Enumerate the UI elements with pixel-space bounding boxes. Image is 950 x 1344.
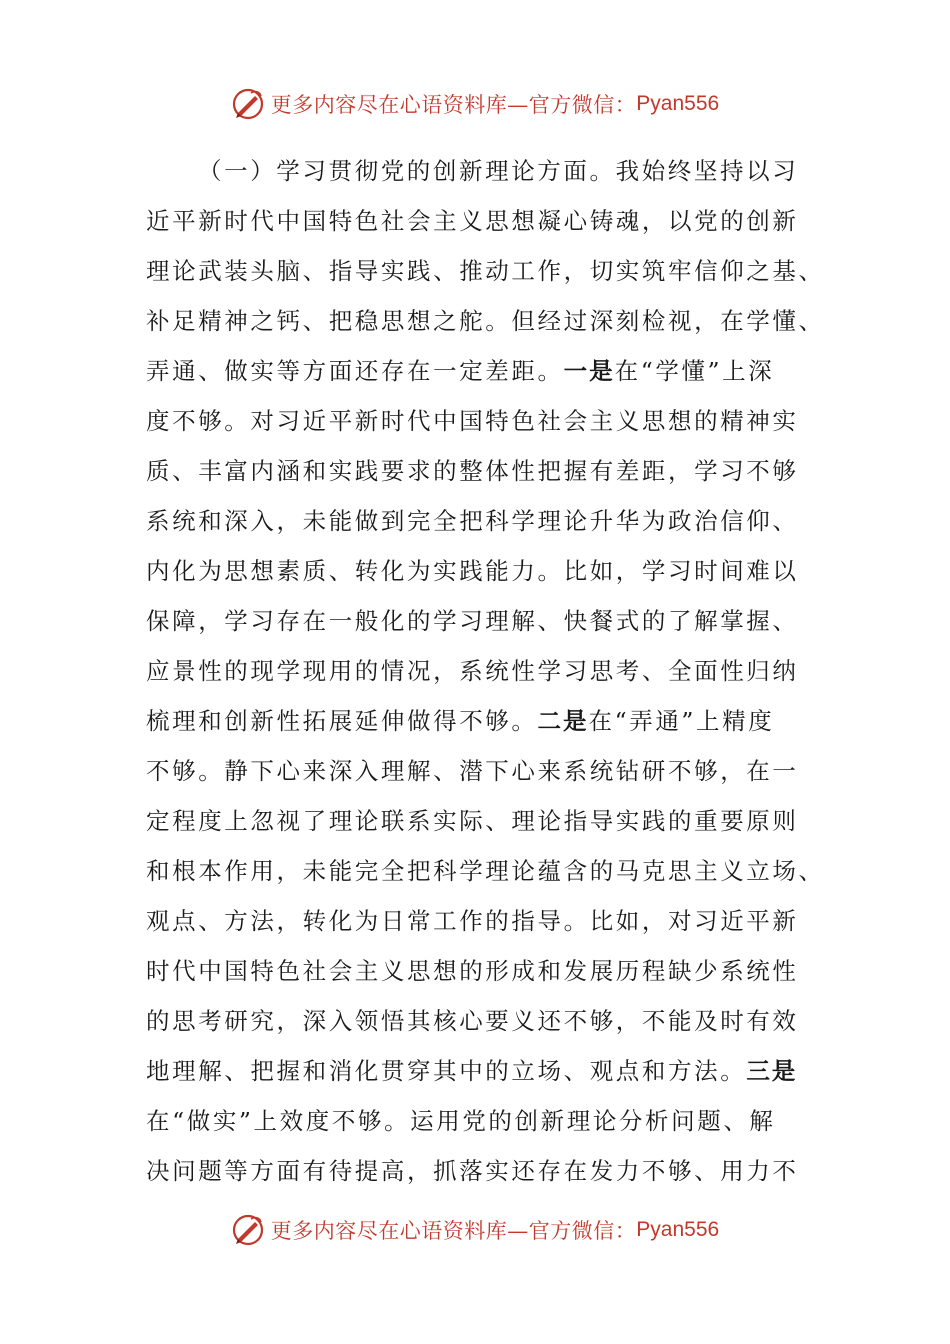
text-line: 质、丰富内涵和实践要求的整体性把握有差距，学习不够 bbox=[146, 457, 799, 485]
watermark-header bbox=[0, 84, 950, 124]
text-line: 梳理和创新性拓展延伸做得不够。二是在“弄通”上精度 bbox=[146, 707, 775, 735]
pen-logo-icon bbox=[231, 1213, 265, 1247]
document-body bbox=[146, 146, 825, 1196]
watermark-text: 更多内容尽在心语资料库—官方微信： bbox=[270, 93, 637, 117]
text-line: 地理解、把握和消化贯穿其中的立场、观点和方法。三是 bbox=[146, 1057, 798, 1085]
text-line: 的思考研究，深入领悟其核心要义还不够，不能及时有效 bbox=[146, 1007, 799, 1035]
text-line: 应景性的现学现用的情况，系统性学习思考、全面性归纳 bbox=[146, 657, 799, 685]
text-line: 时代中国特色社会主义思想的形成和发展历程缺少系统性 bbox=[146, 957, 799, 985]
text-line: 定程度上忽视了理论联系实际、理论指导实践的重要原则 bbox=[146, 807, 799, 835]
text-line: 系统和深入，未能做到完全把科学理论升华为政治信仰、 bbox=[146, 507, 799, 535]
text-line: 近平新时代中国特色社会主义思想凝心铸魂，以党的创新 bbox=[146, 207, 799, 235]
text-line: 内化为思想素质、转化为实践能力。比如，学习时间难以 bbox=[146, 557, 799, 585]
text-line: 在“做实”上效度不够。运用党的创新理论分析问题、解 bbox=[146, 1107, 776, 1135]
watermark-id: Pyan556 bbox=[636, 1218, 720, 1241]
watermark-text: 更多内容尽在心语资料库—官方微信： bbox=[270, 1219, 637, 1243]
text-line: 保障，学习存在一般化的学习理解、快餐式的了解掌握、 bbox=[146, 607, 799, 635]
text-line: （一）学习贯彻党的创新理论方面。我始终坚持以习 bbox=[198, 157, 799, 185]
text-line: 不够。静下心来深入理解、潜下心来系统钻研不够，在一 bbox=[146, 757, 799, 785]
point-label-three: 三是 bbox=[746, 1057, 798, 1085]
text-line: 弄通、做实等方面还存在一定差距。一是在“学懂”上深 bbox=[146, 357, 775, 385]
text-line: 补足精神之钙、把稳思想之舵。但经过深刻检视，在学懂、 bbox=[146, 307, 825, 335]
text-line: 理论武装头脑、指导实践、推动工作，切实筑牢信仰之基、 bbox=[146, 257, 825, 285]
pen-logo-icon bbox=[231, 87, 265, 121]
point-label-two: 二是 bbox=[537, 707, 589, 735]
watermark-footer bbox=[0, 1210, 950, 1250]
text-line: 观点、方法，转化为日常工作的指导。比如，对习近平新 bbox=[146, 907, 799, 935]
text-line: 决问题等方面有待提高，抓落实还存在发力不够、用力不 bbox=[146, 1157, 799, 1185]
point-label-one: 一是 bbox=[563, 357, 615, 385]
text-line: 和根本作用，未能完全把科学理论蕴含的马克思主义立场、 bbox=[146, 857, 825, 885]
watermark-id: Pyan556 bbox=[636, 92, 720, 115]
text-line: 度不够。对习近平新时代中国特色社会主义思想的精神实 bbox=[146, 407, 799, 435]
